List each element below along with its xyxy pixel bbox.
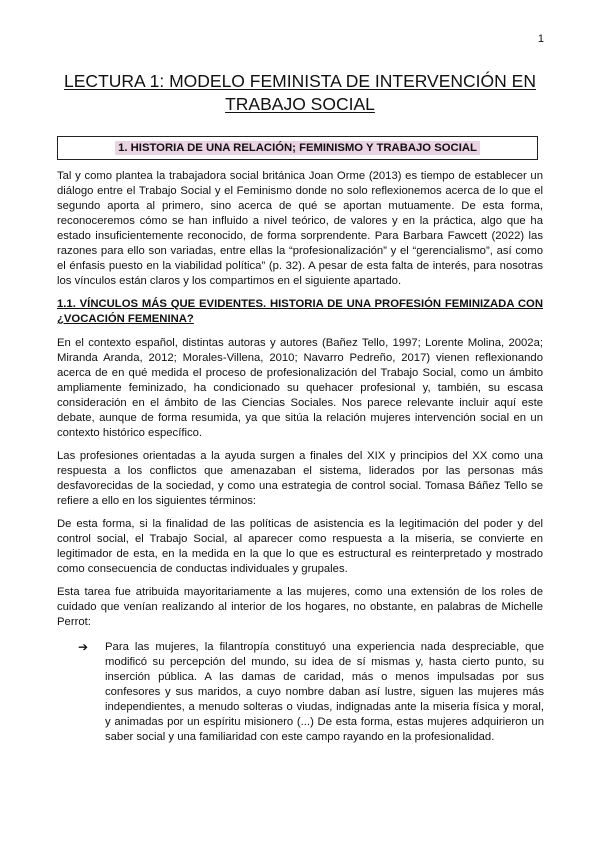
intro-paragraph: Tal y como plantea la trabajadora social británica Joan Orme (2013) es tiempo de establecer un diálogo entre el Trabajo Social y el Feminismo donde no solo reflexionemos acerca de lo que el segundo aporta al primero, sino acerca de qué se aportan mutuamente. De esta forma, reconoceremos cómo se han influido a nivel teórico, de valores y en la práctica, algo que ha estado insuficientemente reconocido, de forma sorprendente. Para Barbara Fawcett (2022) las razones para ello son variadas, entre ellas la “profesionalización” y el “gerencialismo”, así como el énfasis puesto en la viabilidad política” (p. 32). A pesar de esta falta de interés, para nosotras los vínculos están claros y los compartimos en el siguiente apartado.	[57, 170, 543, 287]
context-paragraph: En el contexto español, distintas autoras y autores (Bañez Tello, 1997; Lorente Molina, 2002a; Miranda Aranda, 2012; Morales-Villena, 2010; Navarro Pedreño, 2017) vienen reflexionando acerca de en qué medida el proceso de profesionalización del Trabajo Social, como un ámbito ampliamente feminizado, ha condicionado su quehacer profesional y, también, su escasa consideración en el ámbito de las Ciencias Sociales. Nos parece relevante incluir aquí este debate, aunque de forma resumida, ya que sitúa la relación mujeres intervención social en un contexto histórico específico.	[57, 337, 543, 439]
arrow-bullet-icon: ➔	[78, 640, 89, 654]
legitimation-paragraph: De esta forma, si la finalidad de las políticas de asistencia es la legitimación del poder y del control social, el Trabajo Social, al aparecer como respuesta a la miseria, se convierte en legitimador de esta, en la medida en la que lo que es estructural es reinterpretado y mostrado como consecuencia de conductas individuales y grupales.	[57, 518, 543, 575]
professions-paragraph: Las profesiones orientadas a la ayuda surgen a finales del XIX y principios del XX como una respuesta a los conflictos que amenazaban el sistema, liderados por las personas más desfavorecidas de la sociedad, y como una estrategia de control social. Tomasa Báñez Tello se refiere a ello en los siguientes términos:	[57, 450, 543, 507]
document-title: LECTURA 1: MODELO FEMINISTA DE INTERVENCIÓN EN TRABAJO SOCIAL	[64, 71, 536, 114]
women-task-paragraph: Esta tarea fue atribuida mayoritariamente a las mujeres, como una extensión de los roles de cuidado que venían realizando al interior de los hogares, no obstante, en palabras de Michelle Perrot:	[57, 586, 543, 628]
section-heading-box	[57, 136, 538, 160]
quote-text: Para las mujeres, la filantropía constituyó una experiencia nada despreciable, que modificó su percepción del mundo, su idea de sí mismas y, hasta cierto punto, su inserción pública. A las damas de caridad, más o menos impulsadas por sus confesores y sus maridos, a cuyo nombre daban así lustre, siguen las mujeres más independientes, a menudo solteras o viudas, indignadas ante la miseria física y moral, y animadas por un espíritu misionero (...) De esta forma, estas mujeres adquirieron un saber social y una familiaridad con este campo rayando en la profesionalidad.	[105, 641, 544, 743]
page-number: 1	[537, 33, 544, 45]
section-heading: 1. HISTORIA DE UNA RELACIÓN; FEMINISMO Y TRABAJO SOCIAL	[115, 141, 480, 155]
perrot-quote	[78, 640, 544, 745]
subsection-heading: 1.1. VÍNCULOS MÁS QUE EVIDENTES. HISTORIA DE UNA PROFESIÓN FEMINIZADA CON ¿VOCACIÓN FEMENINA?	[57, 298, 543, 325]
